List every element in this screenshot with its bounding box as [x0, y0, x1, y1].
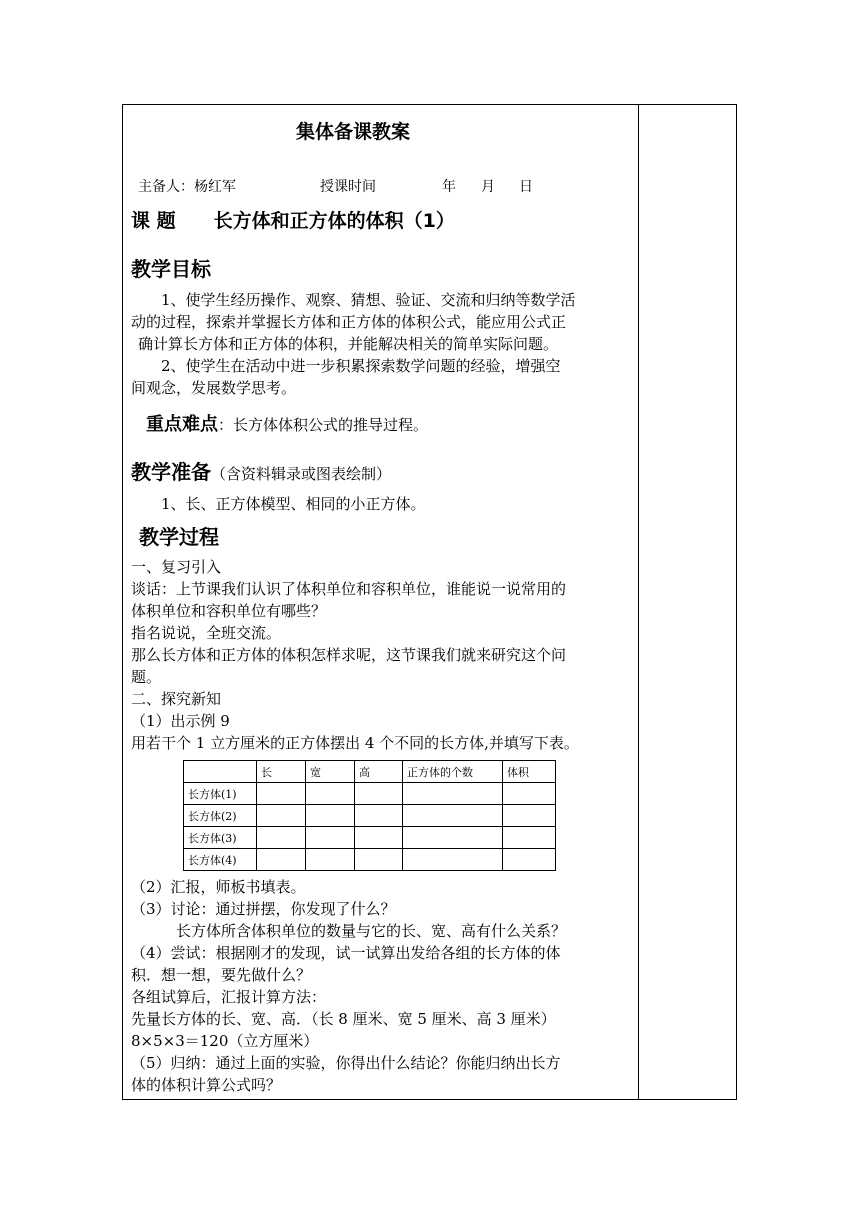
- goal-line: 确计算长方体和正方体的体积，并能解决相关的简单实际问题。: [138, 335, 559, 353]
- process-line: 积．想一想，要先做什么？: [131, 966, 312, 984]
- process-line: 8×5×3＝120（立方厘米）: [131, 1032, 319, 1050]
- goal-line: 动的过程，探索并掌握长方体和正方体的体积公式，能应用公式正: [131, 313, 567, 331]
- process-line: 体的体积计算公式吗？: [131, 1076, 282, 1094]
- table-header-cell: 高: [355, 761, 403, 783]
- prep-item: 1、长、正方体模型、相同的小正方体。: [161, 495, 426, 513]
- table-cell: [355, 805, 403, 827]
- process-line: 题。: [131, 668, 162, 686]
- table-cell: [403, 783, 503, 805]
- process-line: 各组试算后，汇报计算方法：: [131, 988, 327, 1006]
- table-header-cell: 体积: [503, 761, 556, 783]
- row-label: 长方体(3): [184, 827, 257, 849]
- key-heading: 重点难点: [146, 414, 218, 435]
- key-points: [146, 410, 428, 436]
- table-row: [184, 827, 556, 849]
- table-cell: [403, 849, 503, 871]
- process-line: 先量长方体的长、宽、高．（长 8 厘米、宽 5 厘米、高 3 厘米）: [131, 1010, 556, 1028]
- prep-section: [131, 456, 391, 485]
- cuboid-table: [183, 760, 556, 871]
- table-header-cell: [184, 761, 257, 783]
- table-cell: [306, 849, 355, 871]
- process-after: [131, 876, 641, 1096]
- table-cell: [257, 849, 306, 871]
- table-header-cell: 长: [257, 761, 306, 783]
- process-line: 体积单位和容积单位有哪些？: [131, 602, 327, 620]
- process-line: （4）尝试：根据刚才的发现，试一试算出发给各组的长方体的体: [131, 944, 561, 962]
- table-cell: [306, 827, 355, 849]
- row-label: 长方体(4): [184, 849, 257, 871]
- process-heading: 教学过程: [139, 525, 219, 549]
- table-cell: [257, 805, 306, 827]
- teach-time-label: 授课时间: [320, 179, 376, 195]
- table-cell: [503, 783, 556, 805]
- table-cell: [503, 849, 556, 871]
- table-cell: [403, 805, 503, 827]
- goals-paragraph-1: [131, 289, 631, 399]
- process-line: 长方体所含体积单位的数量与它的长、宽、高有什么关系？: [176, 922, 567, 940]
- lesson-heading: [131, 206, 455, 233]
- row-label: 长方体(2): [184, 805, 257, 827]
- table-row: [184, 849, 556, 871]
- day-label: 日: [519, 179, 533, 195]
- table-cell: [403, 827, 503, 849]
- process-line: （2）汇报，师板书填表。: [131, 878, 306, 896]
- table-cell: [257, 827, 306, 849]
- prep-note: （含资料辑录或图表绘制）: [211, 465, 392, 483]
- month-label: 月: [481, 179, 495, 195]
- table-row: [184, 783, 556, 805]
- year-label: 年: [442, 179, 456, 195]
- table-cell: [306, 805, 355, 827]
- process-line: 一、复习引入: [131, 558, 222, 576]
- process-intro: [131, 556, 641, 754]
- table-cell: [355, 783, 403, 805]
- process-line: （3）讨论：通过拼摆，你发现了什么？: [131, 900, 396, 918]
- table-cell: [355, 849, 403, 871]
- process-line: 二、探究新知: [131, 690, 222, 708]
- preparer: 主备人：杨红军: [138, 179, 236, 195]
- prep-heading: 教学准备: [131, 460, 211, 484]
- doc-title: 集体备课教案: [296, 121, 411, 143]
- table-cell: [355, 827, 403, 849]
- goal-line: 2、使学生在活动中进一步积累探索数学问题的经验，增强空: [161, 357, 561, 375]
- table-cell: [503, 827, 556, 849]
- row-label: 长方体(1): [184, 783, 257, 805]
- table-cell: [503, 805, 556, 827]
- lesson-title: 长方体和正方体的体积（1）: [213, 210, 455, 232]
- key-text: ：长方体体积公式的推导过程。: [218, 416, 429, 434]
- process-line: （1）出示例 9: [131, 712, 230, 730]
- table-row: [184, 805, 556, 827]
- process-line: 谈话：上节课我们认识了体积单位和容积单位，谁能说一说常用的: [131, 580, 567, 598]
- goals-heading: 教学目标: [131, 257, 211, 281]
- process-line: 那么长方体和正方体的体积怎样求呢，这节课我们就来研究这个问: [131, 646, 567, 664]
- table-cell: [257, 783, 306, 805]
- table-header-row: [184, 761, 556, 783]
- table-header-cell: 宽: [306, 761, 355, 783]
- goal-line: 间观念，发展数学思考。: [131, 379, 297, 397]
- table-header-cell: 正方体的个数: [403, 761, 503, 783]
- process-line: 指名说说，全班交流。: [131, 624, 282, 642]
- goal-line: 1、使学生经历操作、观察、猜想、验证、交流和归纳等数学活: [161, 291, 576, 309]
- process-line: 用若干个 1 立方厘米的正方体摆出 4 个不同的长方体,并填写下表。: [131, 734, 579, 752]
- process-line: （5）归纳：通过上面的实验，你得出什么结论？你能归纳出长方: [131, 1054, 561, 1072]
- table-cell: [306, 783, 355, 805]
- lesson-label: 课 题: [131, 210, 176, 232]
